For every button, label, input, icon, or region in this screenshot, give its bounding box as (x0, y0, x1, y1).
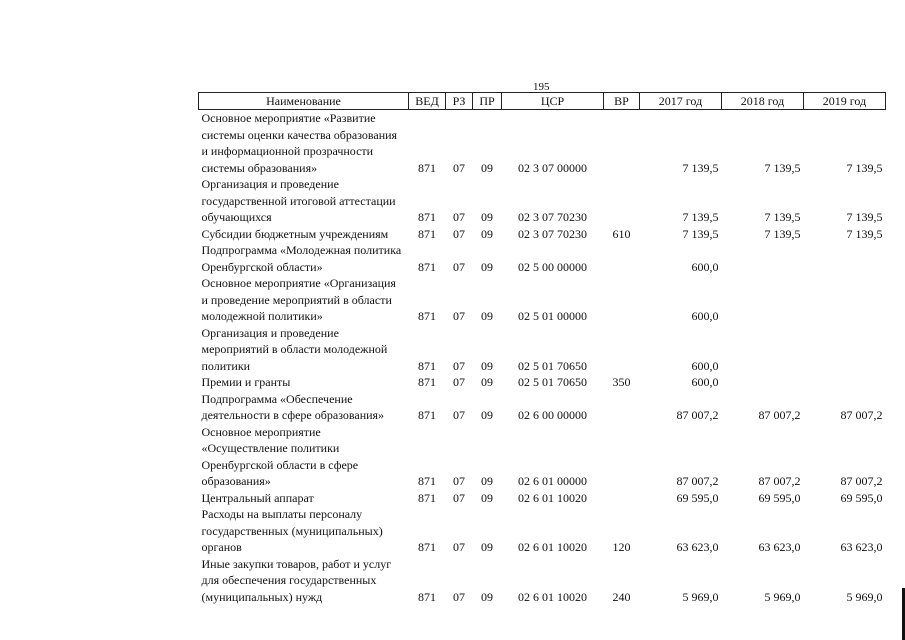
table-row (199, 325, 886, 375)
row-2018 (722, 325, 804, 375)
header-pr: ПР (473, 93, 502, 110)
row-2019: 87 007,2 (840, 408, 883, 422)
row-name: Иные закупки товаров, работ и услуг для обеспечения государственных (муниципальных) нужд (201, 556, 392, 604)
row-2019: 7 139,5 (846, 226, 883, 241)
row-2019: 5 969,0 (846, 589, 883, 604)
row-2019: 63 623,0 (840, 540, 883, 554)
row-csr: 02 3 07 70230 (518, 210, 587, 224)
table-header (199, 93, 886, 110)
row-rz: 07 (453, 358, 465, 373)
row-2017: 87 007,2 (676, 474, 719, 488)
table-row (199, 275, 886, 325)
row-2018: 87 007,2 (758, 474, 801, 488)
row-2017: 600,0 (691, 358, 719, 373)
row-rz: 07 (453, 589, 465, 604)
table-row (199, 391, 886, 424)
row-pr: 09 (481, 210, 493, 224)
row-2018 (722, 275, 804, 325)
row-ved: 871 (418, 408, 436, 422)
row-rz: 07 (453, 210, 465, 224)
row-rz: 07 (453, 160, 465, 175)
row-csr: 02 6 00 00000 (518, 408, 587, 422)
row-2017: 87 007,2 (676, 408, 719, 422)
row-csr: 02 5 01 00000 (518, 309, 587, 323)
row-2017: 600,0 (691, 309, 719, 323)
row-rz: 07 (453, 490, 465, 505)
table-row (199, 176, 886, 226)
row-pr: 09 (481, 375, 493, 389)
row-pr: 09 (481, 358, 493, 373)
row-vr (604, 391, 640, 424)
row-name: Основное мероприятие «Организация и проведение мероприятий в области молодежной политики» (201, 276, 396, 323)
row-rz: 07 (453, 309, 465, 323)
header-csr: ЦСР (502, 93, 604, 110)
row-pr: 09 (481, 259, 493, 274)
row-rz: 07 (453, 474, 465, 488)
row-ved: 871 (418, 226, 436, 241)
row-pr: 09 (481, 408, 493, 422)
row-2018 (722, 374, 804, 391)
row-ved: 871 (418, 375, 436, 389)
row-vr (604, 275, 640, 325)
row-rz: 07 (453, 226, 465, 241)
row-2017: 7 139,5 (682, 226, 719, 241)
row-name: Центральный аппарат (201, 490, 314, 505)
row-vr: 240 (612, 589, 631, 604)
row-2018: 69 595,0 (758, 490, 801, 505)
header-vr: ВР (604, 93, 640, 110)
row-vr (604, 110, 640, 177)
row-2018 (722, 242, 804, 275)
row-vr (604, 490, 640, 507)
row-pr: 09 (481, 474, 493, 488)
row-pr: 09 (481, 589, 493, 604)
row-2017: 7 139,5 (682, 160, 719, 175)
row-vr: 120 (612, 540, 631, 554)
row-2018: 7 139,5 (764, 226, 801, 241)
header-name: Наименование (199, 93, 409, 110)
row-vr (604, 424, 640, 490)
row-csr: 02 6 01 10020 (518, 540, 587, 554)
row-2018: 63 623,0 (758, 540, 801, 554)
row-csr: 02 6 01 00000 (518, 474, 587, 488)
row-name: Расходы на выплаты персоналу государственных (муниципальных) органов (201, 507, 383, 554)
row-pr: 09 (481, 160, 493, 175)
row-rz: 07 (453, 540, 465, 554)
table-row (199, 490, 886, 507)
row-rz: 07 (453, 375, 465, 389)
row-vr: 610 (612, 226, 631, 241)
row-vr (604, 242, 640, 275)
row-csr: 02 5 01 70650 (518, 375, 587, 389)
row-pr: 09 (481, 309, 493, 323)
budget-table (198, 92, 886, 605)
row-name: Подпрограмма «Молодежная политика Оренбургской области» (201, 243, 402, 274)
row-vr (604, 176, 640, 226)
table-row (199, 110, 886, 177)
row-ved: 871 (418, 210, 436, 224)
page-number: 195 (533, 81, 550, 93)
header-2018: 2018 год (722, 93, 804, 110)
row-2017: 5 969,0 (682, 589, 719, 604)
row-ved: 871 (418, 540, 436, 554)
table-row (199, 242, 886, 275)
row-name: Субсидии бюджетным учреждениям (201, 226, 389, 241)
row-csr: 02 3 07 00000 (518, 160, 587, 175)
row-ved: 871 (418, 160, 436, 175)
header-rz: РЗ (446, 93, 473, 110)
row-2019 (804, 275, 886, 325)
row-ved: 871 (418, 309, 436, 323)
row-name: Подпрограмма «Обеспечение деятельности в сфере образования» (201, 391, 385, 422)
header-ved: ВЕД (409, 93, 446, 110)
header-2019: 2019 год (804, 93, 886, 110)
row-2017: 63 623,0 (676, 540, 719, 554)
row-csr: 02 6 01 10020 (518, 490, 587, 505)
row-2019: 7 139,5 (846, 160, 883, 175)
row-vr: 350 (612, 375, 631, 389)
row-2019: 87 007,2 (840, 474, 883, 488)
row-ved: 871 (418, 490, 436, 505)
row-vr (604, 325, 640, 375)
row-pr: 09 (481, 540, 493, 554)
row-2019: 7 139,5 (846, 210, 883, 224)
row-name: Основное мероприятие «Осуществление политики Оренбургской области в сфере образования» (201, 424, 359, 488)
table-row (199, 424, 886, 490)
row-2018: 5 969,0 (764, 589, 801, 604)
row-rz: 07 (453, 408, 465, 422)
table-body (199, 110, 886, 606)
row-name: Организация и проведение государственной итоговой аттестации обучающихся (201, 177, 396, 224)
row-2019 (804, 325, 886, 375)
header-2017: 2017 год (640, 93, 722, 110)
row-pr: 09 (481, 226, 493, 241)
row-pr: 09 (481, 490, 493, 505)
row-2018: 7 139,5 (764, 210, 801, 224)
row-ved: 871 (418, 358, 436, 373)
row-rz: 07 (453, 259, 465, 274)
row-2018: 7 139,5 (764, 160, 801, 175)
row-csr: 02 3 07 70230 (518, 226, 587, 241)
row-2019 (804, 242, 886, 275)
table-row (199, 374, 886, 391)
row-name: Основное мероприятие «Развитие системы оценки качества образования и информационной прозрачности системы образования» (201, 111, 398, 175)
row-2018: 87 007,2 (758, 408, 801, 422)
row-2017: 69 595,0 (676, 490, 719, 505)
row-csr: 02 5 01 70650 (518, 358, 587, 373)
row-csr: 02 6 01 10020 (518, 589, 587, 604)
row-2017: 600,0 (691, 375, 719, 389)
row-ved: 871 (418, 474, 436, 488)
row-csr: 02 5 00 00000 (518, 259, 587, 274)
row-ved: 871 (418, 589, 436, 604)
table-row (199, 506, 886, 556)
row-2019: 69 595,0 (840, 490, 883, 505)
row-2019 (804, 374, 886, 391)
row-ved: 871 (418, 259, 436, 274)
table-row (199, 226, 886, 243)
row-name: Организация и проведение мероприятий в области молодежной политики (201, 325, 388, 373)
row-name: Премии и гранты (201, 375, 291, 389)
table-row (199, 556, 886, 606)
row-2017: 600,0 (691, 259, 719, 274)
row-2017: 7 139,5 (682, 210, 719, 224)
